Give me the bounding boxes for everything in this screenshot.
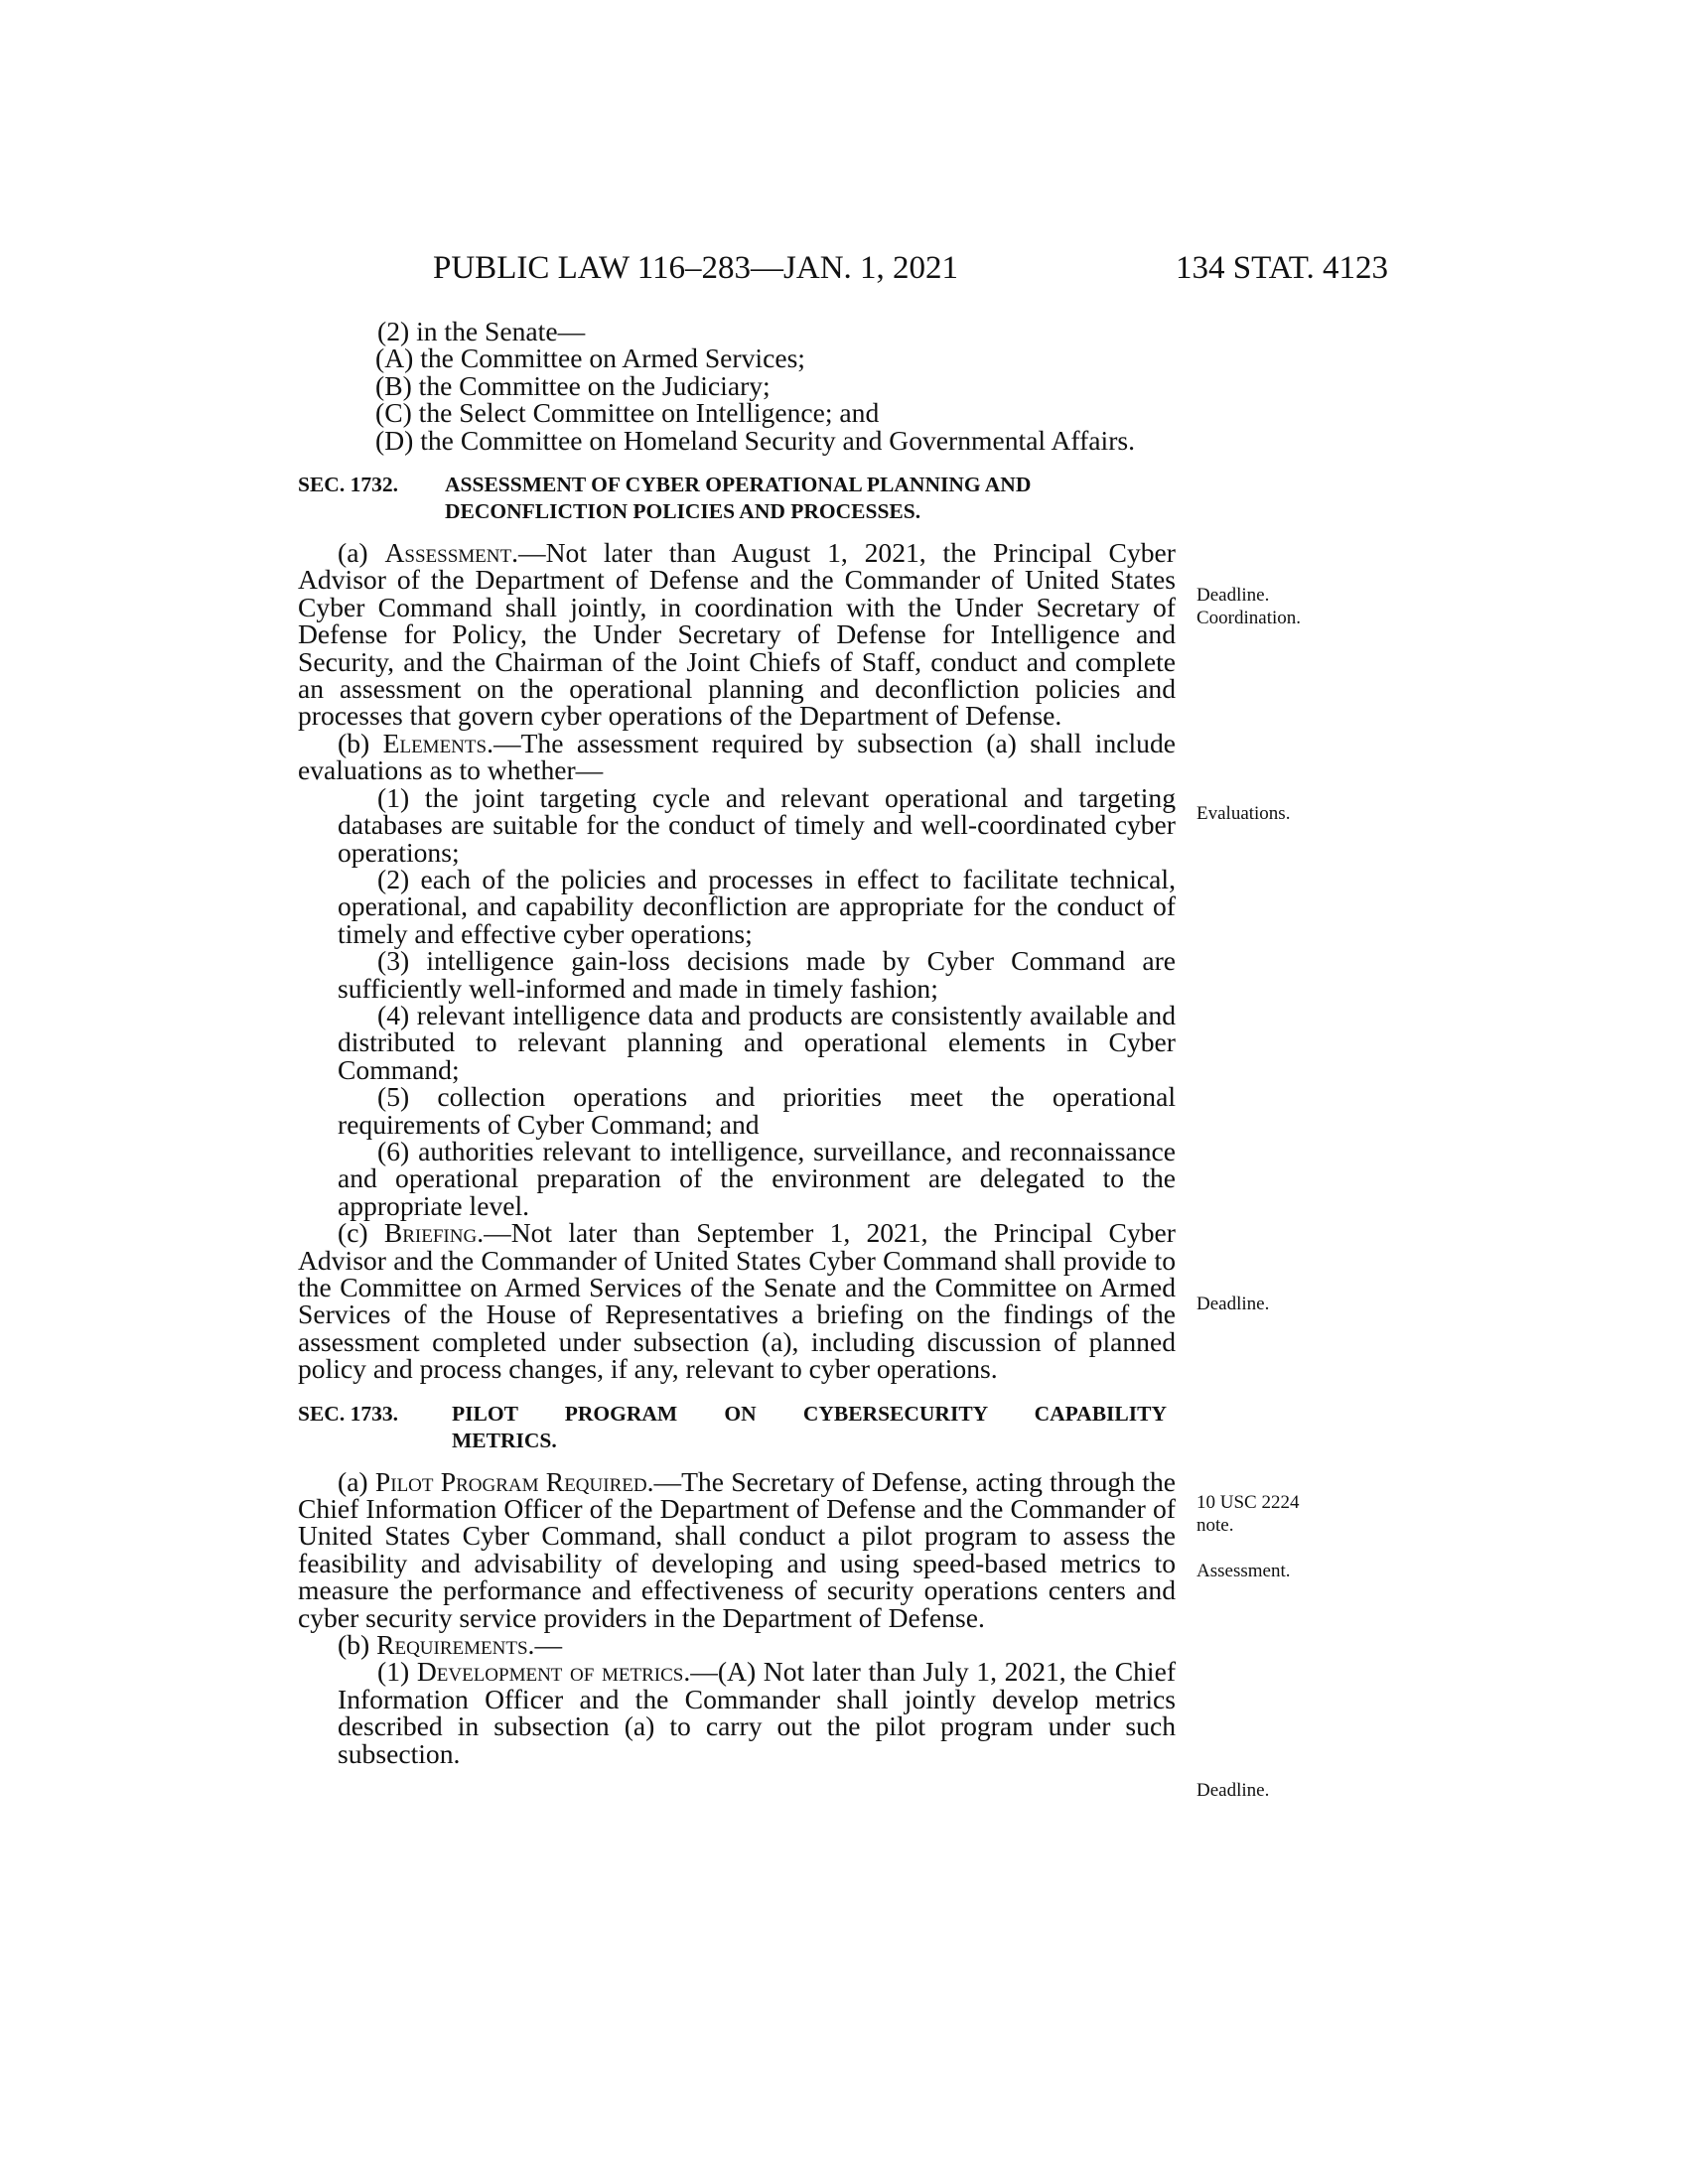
subsection-heading: Requirements — [376, 1629, 528, 1661]
element-item-1: (1) the joint targeting cycle and relevant operational and targeting databases are suitable for the conduct of timely and well-coordinated cyber operations; — [338, 781, 1176, 868]
subsection-heading: Pilot Program Required — [374, 1465, 647, 1497]
element-item-3: (3) intelligence gain-loss decisions made by Cyber Command are sufficiently well-informed and made in timely fashion; — [338, 945, 1176, 1004]
section-number: SEC. 1732. — [298, 473, 398, 497]
senate-committee-c: (C) the Select Committee on Intelligence; and — [375, 397, 880, 429]
paragraph-heading: Development of metrics — [416, 1656, 684, 1688]
subsection-heading: Briefing — [383, 1217, 478, 1249]
margin-note-assessment: Assessment. — [1196, 1561, 1291, 1581]
section-1733-heading — [298, 1401, 1176, 1454]
page-header — [298, 248, 1388, 288]
subsection-a-pilot-program: (a) Pilot Program Required.—The Secretary of Defense, acting through the Chief Information Officer of the Department of Defense and the Commander of United States Cyber Command, shall conduct a pilot program to assess the feasibility and advisability of developing and using speed-based metrics to measure the performance and effectiveness of security operations centers and cyber security service providers in the Department of Defense. — [298, 1465, 1176, 1633]
paragraph-1-development-of-metrics: (1) Development of metrics.—(A) Not later than July 1, 2021, the Chief Information Officer and the Commander shall jointly develop metrics described in subsection (a) to carry out the pilot program under such subsection. — [338, 1656, 1177, 1769]
subsection-b-requirements: (b) Requirements.— — [338, 1629, 563, 1661]
margin-note-deadline: Deadline. — [1196, 585, 1270, 606]
subsection-c-briefing: (c) Briefing.—Not later than September 1, 2021, the Principal Cyber Advisor and the Commander of United States Cyber Command shall provide to the Committee on Armed Services of the Senate and the Committee on Armed Services of the House of Representatives a briefing on the findings of the assessment completed under subsection (a), including discussion of planned policy and process changes, if any, relevant to cyber operations. — [298, 1217, 1176, 1385]
section-1732-heading — [298, 472, 1176, 525]
senate-list-intro: (2) in the Senate— — [377, 316, 586, 346]
section-title: ASSESSMENT OF CYBER OPERATIONAL PLANNING AND DECONFLICTION POLICIES AND PROCESSES. — [445, 473, 1032, 524]
section-number: SEC. 1733. — [298, 1401, 398, 1426]
subsection-heading: Assessment — [384, 537, 512, 569]
subsection-b-elements: (b) Elements.—The assessment required by subsection (a) shall include evaluations as to whether— — [298, 727, 1177, 786]
senate-committee-a: (A) the Committee on Armed Services; — [375, 342, 805, 374]
senate-committee-d: (D) the Committee on Homeland Security and Governmental Affairs. — [375, 424, 1136, 456]
element-item-4: (4) relevant intelligence data and products are consistently available and distributed to relevant planning and operational elements in Cyber Command; — [338, 999, 1176, 1085]
public-law-citation: PUBLIC LAW 116–283—JAN. 1, 2021 — [433, 250, 959, 286]
margin-note-usc-citation: 10 USC 2224 — [1196, 1492, 1300, 1513]
subsection-heading: Elements — [382, 727, 488, 758]
section-title: PILOT PROGRAM ON CYBERSECURITY CAPABILITY METRICS. — [452, 1401, 1167, 1452]
element-item-5: (5) collection operations and priorities meet the operational requirements of Cyber Command; and — [338, 1081, 1176, 1140]
margin-note-deadline: Deadline. — [1196, 1294, 1270, 1314]
element-item-6: (6) authorities relevant to intelligence, surveillance, and reconnaissance and operational preparation of the environment are delegated to the appropriate level. — [338, 1135, 1176, 1221]
element-item-2: (2) each of the policies and processes in effect to facilitate technical, operational, and capability deconfliction are appropriate for the conduct of timely and effective cyber operations; — [338, 863, 1176, 949]
subsection-a-assessment: (a) Assessment.—Not later than August 1, 2021, the Principal Cyber Advisor of the Department of Defense and the Commander of United States Cyber Command shall jointly, in coordination with the Under Secretary of Defense for Policy, the Under Secretary of Defense for Intelligence and Security, and the Chairman of the Joint Chiefs of Staff, conduct and complete an assessment on the operational planning and deconfliction policies and processes that govern cyber operations of the Department of Defense. — [298, 537, 1176, 732]
margin-note-deadline: Deadline. — [1196, 1780, 1270, 1801]
margin-note-coordination: Coordination. — [1196, 608, 1302, 628]
margin-note-evaluations: Evaluations. — [1196, 803, 1291, 824]
document-body — [298, 318, 1176, 1767]
margin-note-usc-note: note. — [1196, 1515, 1234, 1536]
senate-committee-b: (B) the Committee on the Judiciary; — [375, 369, 771, 401]
statute-page-number: 134 STAT. 4123 — [1175, 250, 1388, 286]
